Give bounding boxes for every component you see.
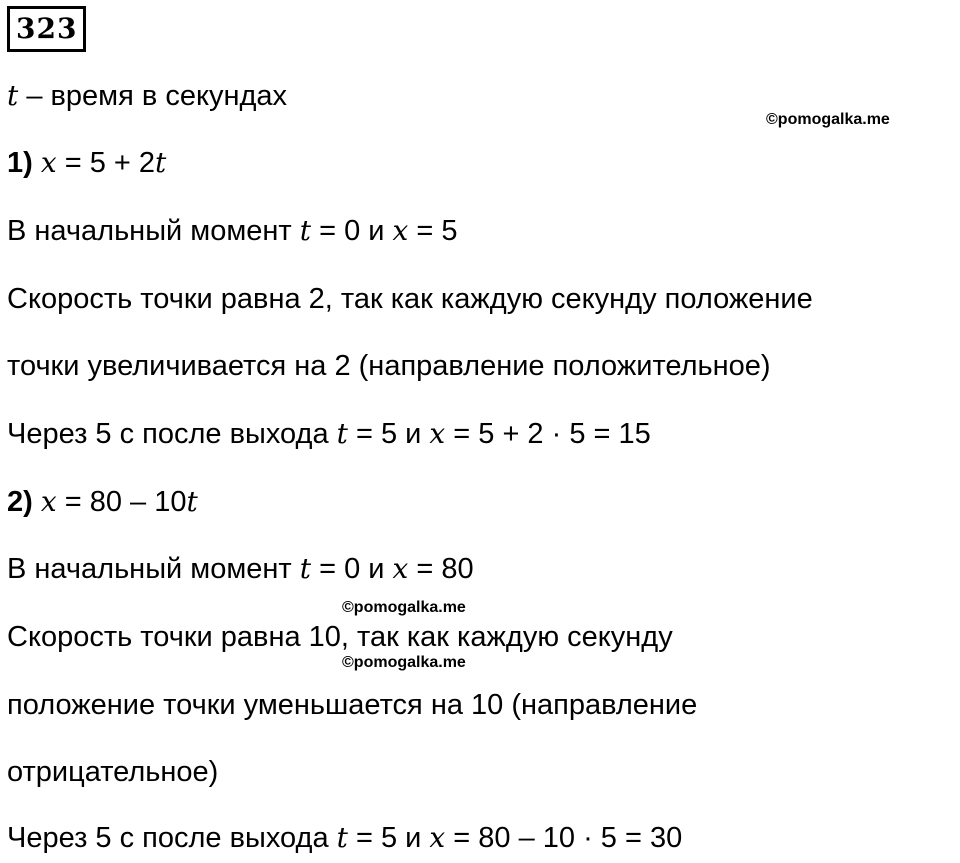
part-1-after-5s: [7, 416, 651, 452]
initial-text: В начальный момент: [7, 215, 300, 247]
initial-value: = 80: [408, 553, 474, 585]
part-2-after-5s: [7, 820, 682, 856]
equation-text: = 80 – 10: [56, 486, 187, 518]
definition-text: – время в секундах: [18, 80, 288, 112]
after-text: Через 5 с после выхода: [7, 822, 337, 854]
problem-number: 323: [7, 6, 86, 52]
variable-x: x: [40, 485, 57, 518]
equation-text: = 5 + 2: [56, 147, 156, 179]
part-2-speed-1: Скорость точки равна 10, так как каждую секунду: [7, 621, 673, 653]
after-text: Через 5 с после выхода: [7, 418, 337, 450]
after-value: = 5 + 2 · 5 = 15: [445, 418, 651, 450]
part-2-number: 2): [7, 486, 33, 518]
definition-line: [7, 78, 287, 114]
part-2-initial: [7, 551, 474, 587]
initial-mid: = 0 и: [311, 215, 393, 247]
variable-x: x: [429, 417, 446, 450]
part-1-equation: [7, 145, 166, 181]
after-mid: = 5 и: [347, 822, 430, 854]
initial-value: = 5: [408, 215, 458, 247]
variable-x: x: [40, 146, 57, 179]
variable-t: t: [7, 79, 19, 112]
after-value: = 80 – 10 · 5 = 30: [445, 822, 683, 854]
variable-t: t: [299, 214, 312, 247]
variable-t: t: [155, 146, 167, 179]
after-mid: = 5 и: [347, 418, 430, 450]
variable-t: t: [336, 417, 348, 450]
part-1-initial: [7, 213, 458, 249]
watermark-middle-1: ©pomogalka.me: [342, 599, 466, 616]
part-2-speed-3: отрицательное): [7, 756, 219, 788]
part-1-speed-2: точки увеличивается на 2 (направление положительное): [7, 350, 771, 382]
part-1-number: 1): [7, 147, 33, 179]
part-2-speed-2: положение точки уменьшается на 10 (направление: [7, 689, 698, 721]
initial-mid: = 0 и: [311, 553, 393, 585]
part-1-speed-1: Скорость точки равна 2, так как каждую секунду положение: [7, 283, 813, 315]
variable-t: t: [186, 485, 198, 518]
variable-x: x: [429, 821, 446, 854]
initial-text: В начальный момент: [7, 553, 300, 585]
watermark-middle-2: ©pomogalka.me: [342, 654, 466, 671]
variable-x: x: [392, 552, 409, 585]
variable-t: t: [299, 552, 312, 585]
variable-t: t: [336, 821, 348, 854]
part-2-equation: [7, 484, 198, 520]
watermark-top: ©pomogalka.me: [766, 111, 890, 128]
variable-x: x: [392, 214, 409, 247]
